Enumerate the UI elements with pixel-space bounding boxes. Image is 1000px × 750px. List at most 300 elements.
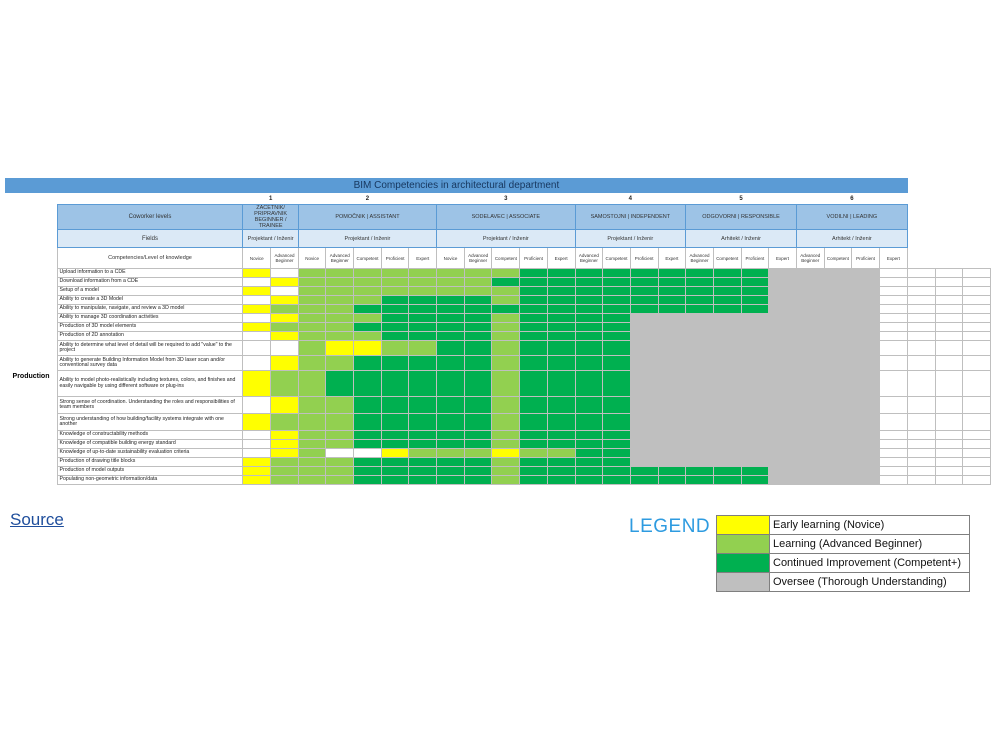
level-cell: [713, 269, 741, 278]
level-cell: [354, 323, 382, 332]
coworker-level: VODILNI | LEADING: [796, 205, 907, 230]
level-cell: [630, 440, 658, 449]
level-cell: [852, 296, 880, 305]
level-cell: [437, 476, 465, 485]
level-cell: [520, 305, 548, 314]
level-cell: [686, 467, 714, 476]
level-cell: [963, 356, 991, 371]
knowledge-level: Proficient: [520, 248, 548, 269]
level-cell: [243, 332, 271, 341]
coworker-level: ZAČETNIK/ PRIPRAVNIK BEGINNER / TRAINEE: [243, 205, 298, 230]
level-cell: [547, 287, 575, 296]
level-cell: [741, 278, 769, 287]
level-cell: [879, 341, 907, 356]
level-cell: [547, 371, 575, 397]
level-cell: [547, 476, 575, 485]
level-cell: [686, 287, 714, 296]
level-cell: [547, 440, 575, 449]
level-cell: [492, 269, 520, 278]
level-cell: [852, 356, 880, 371]
level-cell: [658, 341, 686, 356]
level-cell: [409, 467, 437, 476]
level-cell: [769, 371, 797, 397]
level-cell: [381, 414, 409, 431]
level-cell: [243, 449, 271, 458]
level-cell: [520, 431, 548, 440]
level-cell: [381, 269, 409, 278]
level-cell: [409, 314, 437, 323]
level-cell: [575, 476, 603, 485]
level-cell: [520, 314, 548, 323]
level-cell: [741, 314, 769, 323]
level-cell: [298, 440, 326, 449]
level-cell: [741, 449, 769, 458]
level-number: 6: [850, 195, 854, 202]
level-cell: [326, 397, 354, 414]
level-cell: [879, 414, 907, 431]
legend-swatch: [717, 554, 770, 573]
level-cell: [547, 341, 575, 356]
level-cell: [354, 341, 382, 356]
level-cell: [824, 467, 852, 476]
level-cell: [603, 397, 631, 414]
blank-cell: [6, 248, 58, 269]
level-cell: [603, 269, 631, 278]
level-cell: [603, 332, 631, 341]
level-cell: [796, 323, 824, 332]
level-cell: [547, 269, 575, 278]
level-cell: [741, 458, 769, 467]
competency-name: Knowledge of compatible building energy standard: [57, 440, 243, 449]
level-cell: [769, 458, 797, 467]
level-cell: [630, 314, 658, 323]
level-cell: [492, 414, 520, 431]
level-cell: [409, 296, 437, 305]
level-cell: [935, 278, 963, 287]
level-cell: [907, 341, 935, 356]
level-cell: [381, 397, 409, 414]
level-cell: [464, 287, 492, 296]
level-cell: [796, 305, 824, 314]
legend-item: [717, 516, 970, 535]
knowledge-level: Proficient: [381, 248, 409, 269]
level-cell: [824, 278, 852, 287]
level-cell: [464, 476, 492, 485]
level-cell: [492, 305, 520, 314]
level-cell: [326, 323, 354, 332]
level-cell: [381, 278, 409, 287]
level-cell: [796, 314, 824, 323]
level-cell: [243, 269, 271, 278]
level-cell: [492, 278, 520, 287]
level-cell: [713, 371, 741, 397]
level-cell: [409, 449, 437, 458]
level-cell: [271, 414, 299, 431]
level-cell: [381, 440, 409, 449]
level-cell: [713, 414, 741, 431]
level-cell: [630, 458, 658, 467]
level-cell: [686, 305, 714, 314]
level-cell: [658, 323, 686, 332]
level-cell: [686, 458, 714, 467]
legend-swatch: [717, 573, 770, 592]
competency-name: Production of drawing title blocks: [57, 458, 243, 467]
competency-name: Ability to determine what level of detail will be required to add "value" to the project: [57, 341, 243, 356]
level-cell: [935, 305, 963, 314]
competency-name: Production of model outputs: [57, 467, 243, 476]
level-cell: [769, 296, 797, 305]
level-cell: [492, 323, 520, 332]
level-cell: [464, 371, 492, 397]
legend-label: Oversee (Thorough Understanding): [770, 573, 970, 592]
knowledge-level: Advanced Beginner: [271, 248, 299, 269]
level-cell: [713, 431, 741, 440]
level-cell: [381, 305, 409, 314]
level-cell: [796, 332, 824, 341]
competency-row: [6, 431, 991, 440]
level-cell: [741, 356, 769, 371]
level-cell: [852, 397, 880, 414]
level-cell: [243, 467, 271, 476]
level-cell: [547, 278, 575, 287]
level-cell: [575, 467, 603, 476]
level-number: 3: [504, 195, 508, 202]
level-cell: [271, 314, 299, 323]
level-cell: [935, 414, 963, 431]
competency-row: [6, 278, 991, 287]
level-cell: [354, 371, 382, 397]
knowledge-level: Competent: [713, 248, 741, 269]
level-cell: [492, 431, 520, 440]
level-cell: [243, 414, 271, 431]
competency-name: Strong sense of coordination. Understanding the roles and responsibilities of team members: [57, 397, 243, 414]
level-cell: [713, 341, 741, 356]
level-cell: [879, 356, 907, 371]
competency-name: Knowledge of constructability methods: [57, 431, 243, 440]
level-cell: [630, 467, 658, 476]
competency-row: [6, 332, 991, 341]
level-number-row: [6, 193, 991, 205]
level-cell: [769, 305, 797, 314]
level-cell: [963, 458, 991, 467]
level-cell: [658, 287, 686, 296]
level-cell: [547, 397, 575, 414]
level-cell: [686, 431, 714, 440]
level-cell: [796, 296, 824, 305]
level-cell: [271, 356, 299, 371]
level-cell: [852, 269, 880, 278]
level-cell: [852, 467, 880, 476]
level-cell: [437, 371, 465, 397]
level-cell: [741, 371, 769, 397]
level-cell: [437, 467, 465, 476]
level-cell: [603, 440, 631, 449]
level-cell: [464, 314, 492, 323]
competency-row: [6, 414, 991, 431]
level-cell: [796, 458, 824, 467]
level-cell: [520, 287, 548, 296]
level-cell: [464, 397, 492, 414]
competency-row: [6, 314, 991, 323]
level-cell: [547, 305, 575, 314]
level-cell: [271, 371, 299, 397]
level-cell: [907, 314, 935, 323]
level-cell: [879, 269, 907, 278]
level-cell: [520, 414, 548, 431]
level-cell: [686, 323, 714, 332]
level-number: 1: [268, 195, 273, 202]
level-cell: [492, 476, 520, 485]
level-cell: [354, 467, 382, 476]
level-cell: [713, 476, 741, 485]
competencies-label: Competencies/Level of knowledge: [57, 248, 243, 269]
competency-row: [6, 269, 991, 278]
level-cell: [575, 458, 603, 467]
level-cell: [630, 371, 658, 397]
competency-name: Populating non-geometric information/data: [57, 476, 243, 485]
competency-name: Ability to manage 3D coordination activities: [57, 314, 243, 323]
level-cell: [354, 305, 382, 314]
level-cell: [354, 449, 382, 458]
level-cell: [437, 323, 465, 332]
level-cell: [271, 332, 299, 341]
level-cell: [935, 287, 963, 296]
level-cell: [824, 323, 852, 332]
level-cell: [658, 467, 686, 476]
field-value: Arhitekt / Inženir: [686, 230, 797, 248]
level-cell: [907, 296, 935, 305]
level-cell: [935, 314, 963, 323]
level-cell: [464, 278, 492, 287]
level-cell: [852, 305, 880, 314]
level-cell: [935, 467, 963, 476]
level-cell: [354, 287, 382, 296]
level-cell: [630, 287, 658, 296]
level-cell: [879, 305, 907, 314]
level-cell: [741, 476, 769, 485]
level-cell: [409, 323, 437, 332]
level-cell: [658, 305, 686, 314]
competency-row: [6, 458, 991, 467]
level-cell: [741, 287, 769, 296]
level-cell: [824, 458, 852, 467]
level-cell: [824, 431, 852, 440]
level-cell: [686, 440, 714, 449]
level-cell: [354, 296, 382, 305]
level-cell: [437, 431, 465, 440]
level-cell: [741, 440, 769, 449]
level-cell: [298, 296, 326, 305]
level-cell: [381, 371, 409, 397]
level-cell: [879, 314, 907, 323]
level-cell: [603, 314, 631, 323]
level-cell: [963, 305, 991, 314]
level-cell: [658, 431, 686, 440]
level-cell: [769, 397, 797, 414]
field-value: Projektant / Inženir: [243, 230, 298, 248]
source-link[interactable]: Source: [10, 510, 64, 529]
level-cell: [852, 414, 880, 431]
competency-row: [6, 296, 991, 305]
level-cell: [437, 449, 465, 458]
title-row: [6, 179, 991, 193]
competency-row: [6, 449, 991, 458]
level-cell: [437, 296, 465, 305]
level-cell: [271, 341, 299, 356]
level-cell: [437, 305, 465, 314]
level-cell: [575, 356, 603, 371]
legend-label: Learning (Advanced Beginner): [770, 535, 970, 554]
level-cell: [907, 467, 935, 476]
level-cell: [796, 287, 824, 296]
legend-swatch: [717, 516, 770, 535]
level-cell: [630, 414, 658, 431]
level-cell: [796, 449, 824, 458]
level-cell: [354, 314, 382, 323]
level-cell: [464, 356, 492, 371]
level-cell: [852, 431, 880, 440]
level-cell: [796, 341, 824, 356]
level-cell: [741, 332, 769, 341]
level-cell: [713, 323, 741, 332]
level-cell: [769, 323, 797, 332]
blank-cell: [6, 205, 58, 230]
level-cell: [520, 296, 548, 305]
legend-item: [717, 554, 970, 573]
level-cell: [963, 449, 991, 458]
level-cell: [796, 467, 824, 476]
level-cell: [271, 287, 299, 296]
level-cell: [879, 287, 907, 296]
level-cell: [298, 323, 326, 332]
level-cell: [381, 341, 409, 356]
legend-swatch: [717, 535, 770, 554]
level-cell: [769, 314, 797, 323]
level-cell: [381, 476, 409, 485]
level-cell: [326, 467, 354, 476]
level-cell: [824, 341, 852, 356]
level-cell: [796, 356, 824, 371]
level-cell: [686, 341, 714, 356]
level-cell: [354, 332, 382, 341]
level-cell: [437, 356, 465, 371]
level-cell: [381, 287, 409, 296]
competency-row: [6, 371, 991, 397]
level-cell: [824, 476, 852, 485]
level-cell: [852, 440, 880, 449]
competency-row: [6, 356, 991, 371]
level-cell: [492, 314, 520, 323]
legend-item: [717, 573, 970, 592]
level-cell: [271, 305, 299, 314]
level-cell: [575, 431, 603, 440]
level-cell: [713, 397, 741, 414]
level-number: 2: [365, 195, 370, 202]
knowledge-level: Proficient: [852, 248, 880, 269]
level-cell: [409, 397, 437, 414]
level-cell: [603, 287, 631, 296]
level-cell: [935, 431, 963, 440]
level-cell: [963, 278, 991, 287]
level-cell: [907, 287, 935, 296]
level-cell: [630, 476, 658, 485]
level-cell: [796, 397, 824, 414]
level-cell: [963, 269, 991, 278]
level-cell: [963, 414, 991, 431]
level-cell: [686, 397, 714, 414]
level-cell: [326, 287, 354, 296]
level-cell: [824, 414, 852, 431]
level-cell: [824, 332, 852, 341]
level-cell: [575, 305, 603, 314]
level-cell: [271, 278, 299, 287]
level-cell: [381, 332, 409, 341]
level-cell: [658, 278, 686, 287]
level-cell: [769, 440, 797, 449]
level-cell: [796, 414, 824, 431]
level-cell: [547, 431, 575, 440]
level-cell: [769, 278, 797, 287]
level-cell: [686, 278, 714, 287]
level-cell: [879, 397, 907, 414]
level-cell: [326, 305, 354, 314]
level-cell: [271, 467, 299, 476]
level-cell: [492, 341, 520, 356]
level-cell: [769, 341, 797, 356]
level-cell: [907, 371, 935, 397]
level-cell: [824, 305, 852, 314]
level-cell: [630, 449, 658, 458]
level-cell: [935, 458, 963, 467]
level-cell: [326, 371, 354, 397]
level-cell: [686, 269, 714, 278]
coworker-level: SODELAVEC | ASSOCIATE: [437, 205, 575, 230]
level-cell: [879, 458, 907, 467]
competency-name: Setup of a model: [57, 287, 243, 296]
level-cell: [935, 397, 963, 414]
level-cell: [630, 397, 658, 414]
level-cell: [935, 269, 963, 278]
level-cell: [464, 458, 492, 467]
level-cell: [603, 341, 631, 356]
level-cell: [824, 296, 852, 305]
level-cell: [575, 449, 603, 458]
level-cell: [243, 341, 271, 356]
level-cell: [713, 449, 741, 458]
level-cell: [326, 296, 354, 305]
level-cell: [492, 371, 520, 397]
competency-name: Upload information to a CDE: [57, 269, 243, 278]
level-cell: [492, 397, 520, 414]
coworker-levels-label: Coworker levels: [57, 205, 243, 230]
level-cell: [326, 440, 354, 449]
competency-name: Download information from a CDE: [57, 278, 243, 287]
level-cell: [879, 323, 907, 332]
coworker-level: POMOČNIK | ASSISTANT: [298, 205, 436, 230]
level-cell: [575, 332, 603, 341]
level-cell: [852, 287, 880, 296]
level-cell: [354, 476, 382, 485]
level-cell: [796, 278, 824, 287]
level-cell: [907, 431, 935, 440]
level-cell: [935, 371, 963, 397]
level-cell: [409, 278, 437, 287]
level-cell: [271, 476, 299, 485]
level-cell: [658, 476, 686, 485]
level-cell: [437, 440, 465, 449]
level-cell: [658, 414, 686, 431]
level-cell: [907, 332, 935, 341]
